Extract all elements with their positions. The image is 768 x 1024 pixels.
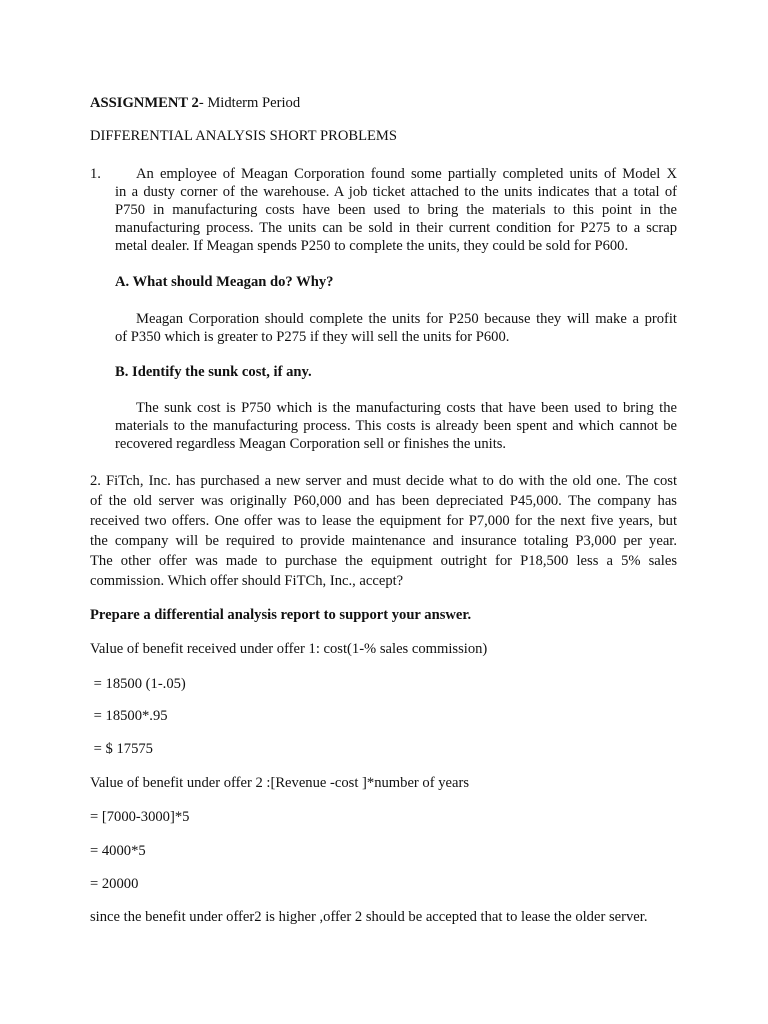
problem-2-line: received two offers. One offer was to lease the equipment for P7,000 for the next five years, but: [90, 513, 677, 529]
problem-2-line: commission. Which offer should FiTCh, Inc., accept?: [90, 573, 404, 589]
assignment-title-bold: ASSIGNMENT 2: [90, 95, 199, 111]
answer-b-line: materials to the manufacturing process. This costs is already been spent and which cannot be: [115, 418, 677, 434]
section-subtitle: DIFFERENTIAL ANALYSIS SHORT PROBLEMS: [90, 128, 398, 144]
work-line: = 18500 (1-.05): [90, 676, 186, 692]
problem-1-line: in a dusty corner of the warehouse. A job ticket attached to the units indicates that a total of: [115, 184, 677, 200]
problem-2-line: the company will be required to provide maintenance and insurance totaling P3,000 per year.: [90, 533, 677, 549]
problem-2-line: 2. FiTch, Inc. has purchased a new server and must decide what to do with the old one. The cost: [90, 473, 677, 489]
problem-1-number: 1.: [90, 166, 101, 182]
answer-b-line: recovered regardless Meagan Corporation sell or finishes the units.: [115, 436, 507, 452]
work-line: = 4000*5: [90, 843, 146, 859]
problem-1-line: manufacturing process. The units can be sold in their current condition for P275 to a scrap: [115, 220, 677, 236]
question-a: A. What should Meagan do? Why?: [115, 274, 334, 290]
assignment-title: [90, 94, 300, 112]
work-line: = 18500*.95: [90, 708, 168, 724]
problem-2-line: of the old server was originally P60,000 and has been depreciated P45,000. The company has: [90, 493, 677, 509]
answer-b-line: The sunk cost is P750 which is the manufacturing costs that have been used to bring the: [136, 400, 677, 416]
answer-a-line: of P350 which is greater to P275 if they will sell the units for P600.: [115, 329, 510, 345]
work-line: Value of benefit received under offer 1: cost(1-% sales commission): [90, 641, 488, 657]
work-line: = $ 17575: [90, 741, 153, 757]
answer-a-line: Meagan Corporation should complete the units for P250 because they will make a profit: [136, 311, 677, 327]
problem-2-line: The other offer was made to purchase the equipment outright for P18,500 less a 5% sales: [90, 553, 677, 569]
work-line: = [7000-3000]*5: [90, 809, 190, 825]
problem-1-line: An employee of Meagan Corporation found some partially completed units of Model X: [136, 166, 677, 182]
instruction: Prepare a differential analysis report to support your answer.: [90, 607, 472, 623]
problem-1-line: P750 in manufacturing costs have been used to bring the materials to this point in the: [115, 202, 677, 218]
problem-1-line: metal dealer. If Meagan spends P250 to complete the units, they could be sold for P600.: [115, 238, 629, 254]
work-line: = 20000: [90, 876, 139, 892]
question-b: B. Identify the sunk cost, if any.: [115, 364, 312, 380]
work-line: Value of benefit under offer 2 :[Revenue -cost ]*number of years: [90, 775, 470, 791]
assignment-title-rest: - Midterm Period: [198, 95, 301, 111]
conclusion-line: since the benefit under offer2 is higher ,offer 2 should be accepted that to lease the older server.: [90, 909, 648, 925]
